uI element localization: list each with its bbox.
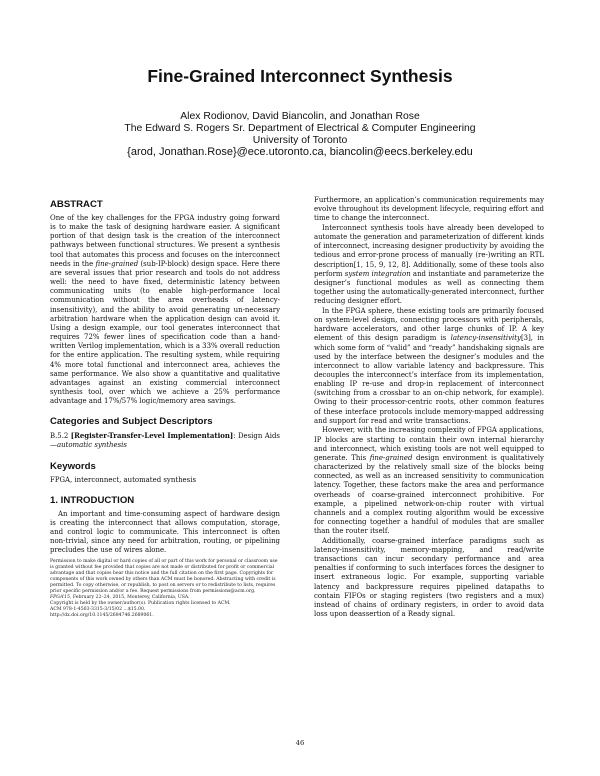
right-paragraph-3: In the FPGA sphere, these existing tools are primarily focused on system-level design, connecting processors with peripherals, hardware accelerators, and other large chunks of IP. A key element of this design paradigm is latency-insensitivity[3], in which some form of “valid” and “ready” handshaking signals are used by the interface between the designer’s modules and the interconnect to allow variable latency and backpressure. This decouples the interconnect’s interface from its implementation, enabling IP re-use and drop-in replacement of interconnect (switching from a crossbar to an on-chip network, for example). Owing to their processor-centric roots, other common features of these interface protocols include memory-mapped addressing and support for read and write transactions. (314, 306, 544, 425)
doi-link[interactable]: http://dx.doi.org/10.1145/2684746.2689061. (50, 613, 154, 619)
affiliation-university: University of Toronto (252, 135, 348, 146)
right-paragraph-5: Additionally, coarse-grained interface paradigms such as latency-insensitivity, memory-mapping, and read/write transactions can incur secondary performance and area penalties if conforming to such interfaces forces the designer to insert extraneous logic. For example, supporting variable latency and backpressure requires pipelined datapaths to contain FIFOs or staging registers (two registers and a mux) instead of chains of ordinary registers, in order to avoid data loss upon deassertion of a Ready signal. (314, 536, 544, 619)
abstract-text: One of the key challenges for the FPGA industry going forward is to make the task of designing hardware easier. A significant portion of that design task is the creation of the interconnect pathways between functional structures. We present a synthesis tool that automates this process and focuses on the interconnect needs in the fine-grained (sub-IP-block) design space. Here there are several issues that prior research and tools do not address well: the need to have fixed, deterministic latency between communicating units (to enable high-performance local communication without the area overheads of latency-insensitivity), and the ability to avoid generating un-necessary arbitration hardware when the application design can avoid it. Using a design example, our tool generates interconnect that requires 72% fewer lines of specification code than a hand-written Verilog implementation, which is a 33% overall reduction for the entire application. The resulting system, while requiring 4% more total functional and interconnect area, achieves the same performance. We also show a quantitative and qualitative advantages against an existing commercial interconnect synthesis tool, over which we achieve a 25% performance advantage and 17%/57% logic/memory area savings. (50, 214, 280, 406)
copyright-line: Copyright is held by the owner/author(s). Publication rights licensed to ACM. (50, 601, 231, 607)
author-names: Alex Rodionov, David Biancolin, and Jonathan Rose (180, 111, 420, 122)
introduction-heading: 1. INTRODUCTION (50, 494, 135, 506)
copyright-footnote (50, 559, 280, 620)
keywords-text: FPGA, interconnect, automated synthesis (50, 475, 196, 484)
right-paragraph-2: Interconnect synthesis tools have already been developed to automate the generation and parameterization of different kinds of interconnect, increasing designer productivity by avoiding the tedious and error-prone process of manually (re-)writing an RTL description[1, 15, 9, 12, 8]. Additionally, some of these tools also perform system integration and instantiate and parameterize the designer’s functional modules as well as connecting them together using the automatically-generated interconnect, further reducing designer effort. (314, 223, 544, 306)
affiliation-department: The Edward S. Rogers Sr. Department of Electrical & Computer Engineering (124, 123, 476, 134)
permission-notice: Permission to make digital or hard copies of all or part of this work for personal or classroom use is granted without fee provided that copies are not made or distributed for profit or commercial advantage and that copies bear this notice and the full citation on the first page. Copyrights for components of this work owned by others than ACM must be honored. Abstracting with credit is permitted. To copy otherwise, or republish, to post on servers or to redistribute to lists, requires prior specific permission and/or a fee. Request permissions from permissions@acm.org. (50, 558, 278, 594)
categories-text: B.5.2 [Register-Transfer-Level Implementation]: Design Aids—automatic synthesis (50, 431, 280, 450)
keywords-heading: Keywords (50, 460, 96, 472)
left-column (50, 196, 280, 619)
right-column (314, 196, 544, 619)
abstract-heading: ABSTRACT (50, 199, 103, 210)
conference-line: FPGA’15, February 22–24, 2015, Monterey, California, USA. (50, 595, 190, 601)
acm-isbn-line: ACM 978-1-4503-3315-3/15/02 ...$15.00. (50, 607, 146, 613)
author-emails: {arod, Jonathan.Rose}@ece.utoronto.ca, biancolin@eecs.berkeley.edu (127, 146, 473, 158)
paper-title: Fine-Grained Interconnect Synthesis (147, 66, 453, 86)
categories-heading: Categories and Subject Descriptors (50, 416, 213, 428)
introduction-paragraph: An important and time-consuming aspect of hardware design is creating the interconnect that allows computation, storage, and control logic to communicate. This interconnect is often non-trivial, since any need for arbitration, routing, or pipelining precludes the use of wires alone. (50, 509, 280, 555)
page-number: 46 (295, 739, 305, 747)
right-paragraph-1: Furthermore, an application’s communication requirements may evolve throughout its development lifecycle, requiring effort and time to change the interconnect. (314, 196, 544, 223)
right-paragraph-4: However, with the increasing complexity of FPGA applications, IP blocks are starting to contain their own internal hierarchy and interconnect, which existing tools are not well equipped to generate. This fine-grained design environment is qualitatively characterized by the relatively small size of the blocks being connected, as well as an increased sensitivity to communication latency. Together, these factors make the area and performance overheads of coarse-grained interconnect prohibitive. For example, a pipelined network-on-chip router with virtual channels and a complex routing algorithm would be excessive for connecting together a handful of modules that are smaller than the router itself. (314, 426, 544, 536)
author-block (0, 111, 600, 147)
